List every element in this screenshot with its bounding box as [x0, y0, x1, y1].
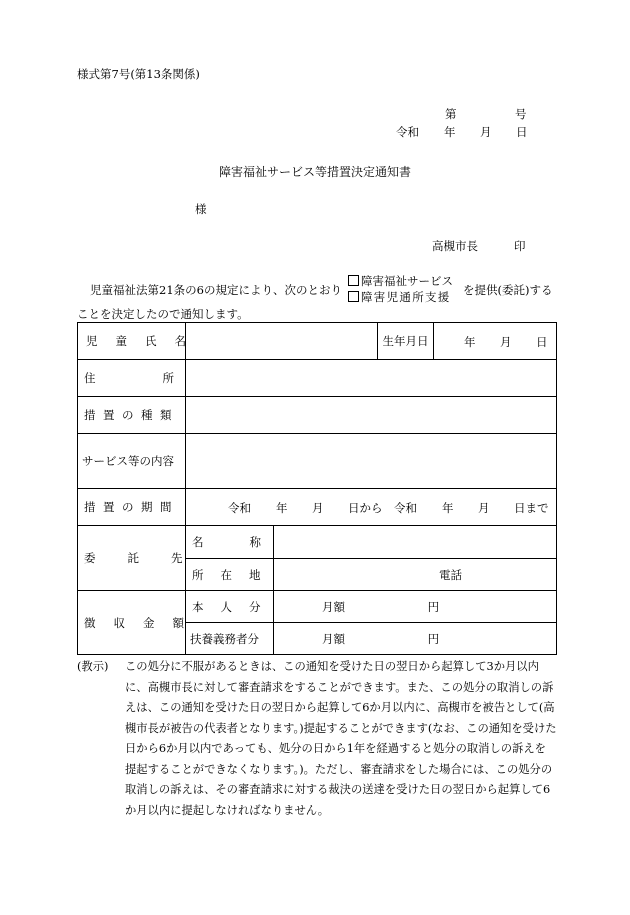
issuer-name: 高槻市長 — [432, 239, 478, 253]
birth-year-unit: 年 — [464, 335, 476, 349]
measure-period-field[interactable] — [186, 489, 557, 526]
period-start-month: 月 — [312, 501, 324, 515]
form-number: 様式第7号(第13条関係) — [77, 67, 200, 81]
notice-heading: (教示) — [77, 660, 109, 673]
self-share-label: 本人分 — [186, 591, 274, 623]
self-monthly-label: 月額 — [322, 599, 345, 614]
measure-type-label: 措置の種類 — [78, 397, 186, 434]
address-field[interactable] — [186, 360, 557, 397]
birth-date-label: 生年月日 — [378, 323, 434, 360]
period-end-month: 月 — [478, 501, 490, 515]
service-content-label: サービス等の内容 — [78, 434, 186, 489]
guardian-share-field[interactable] — [274, 623, 557, 655]
service-content-field[interactable] — [186, 434, 557, 489]
checkbox-icon[interactable] — [348, 275, 359, 286]
period-end-year: 年 — [442, 501, 454, 515]
birth-date-field[interactable] — [434, 323, 557, 360]
birth-day-unit: 日 — [536, 335, 548, 349]
date-day: 日 — [516, 125, 528, 139]
phone-label: 電話 — [439, 567, 462, 582]
date-era: 令和 — [396, 125, 419, 139]
appeal-notice — [77, 657, 557, 821]
child-name-field[interactable] — [186, 323, 378, 360]
service-option-group — [348, 273, 453, 305]
contractor-name-field[interactable] — [274, 526, 557, 559]
birth-month-unit: 月 — [500, 335, 512, 349]
contractor-label: 委託先 — [78, 526, 186, 591]
self-yen-unit: 円 — [427, 599, 440, 614]
measure-type-field[interactable] — [186, 397, 557, 434]
period-start-era: 令和 — [228, 501, 251, 515]
period-start-year: 年 — [276, 501, 288, 515]
option-label: 障害児通所支援 — [361, 290, 451, 304]
seal-mark: 印 — [514, 239, 526, 253]
measure-period-label: 措置の期間 — [78, 489, 186, 526]
self-share-field[interactable] — [274, 591, 557, 623]
option-label: 障害福祉サービス — [361, 274, 453, 288]
period-start-day: 日から — [348, 501, 383, 515]
document-title: 障害福祉サービス等措置決定通知書 — [218, 165, 411, 179]
child-name-text: 児童氏名 — [86, 334, 204, 348]
option-welfare-service[interactable] — [348, 273, 453, 289]
contractor-location-field[interactable] — [274, 559, 557, 591]
guardian-share-label: 扶養義務者分 — [186, 623, 274, 655]
guardian-yen-unit: 円 — [427, 631, 440, 646]
guardian-monthly-label: 月額 — [322, 631, 345, 646]
notice-body: この処分に不服があるときは、この通知を受けた日の翌日から起算して3か月以内に、高槻市長に対して審査請求をすることができます。また、この処分の取消しの訴えは、この通知を受けた日の翌日から起算して6か月以内に、高槻市を被告として(高槻市長が被告の代表者となります。)提起することができます(なお、この通知を受けた日から6か月以内であっても、処分の日から1年を経過すると処分の取消しの訴えを提起することができなくなります。)。ただし、審査請求をした場合には、この処分の取消しの訴えは、その審査請求に対する裁決の送達を受けた日の翌日から起算して6か月以内に提起しなければなりません。 — [125, 660, 557, 817]
period-units — [192, 500, 550, 514]
period-end-day: 日まで — [514, 501, 549, 515]
intro-line2: ことを決定したので通知します。 — [77, 307, 249, 321]
child-name-label — [78, 323, 204, 360]
date-month: 月 — [480, 125, 492, 139]
issuer — [432, 238, 526, 254]
date-year: 年 — [444, 125, 456, 139]
contractor-name-label: 名称 — [186, 526, 274, 559]
collection-amount-label: 徴収金額 — [78, 591, 186, 655]
measure-form-table — [77, 322, 557, 655]
birth-date-units — [440, 334, 550, 348]
checkbox-icon[interactable] — [348, 291, 359, 302]
contractor-location-label: 所在地 — [186, 559, 274, 591]
address-label: 住所 — [78, 360, 186, 397]
doc-number-suffix: 号 — [515, 107, 527, 121]
period-end-era: 令和 — [394, 501, 417, 515]
recipient-suffix: 様 — [195, 202, 207, 216]
doc-number-prefix: 第 — [445, 107, 457, 121]
intro-line1-tail: を提供(委託)する — [463, 283, 553, 297]
intro-line1-head: 児童福祉法第21条の6の規定により、次のとおり — [90, 283, 342, 297]
option-child-day-support[interactable] — [348, 289, 453, 305]
